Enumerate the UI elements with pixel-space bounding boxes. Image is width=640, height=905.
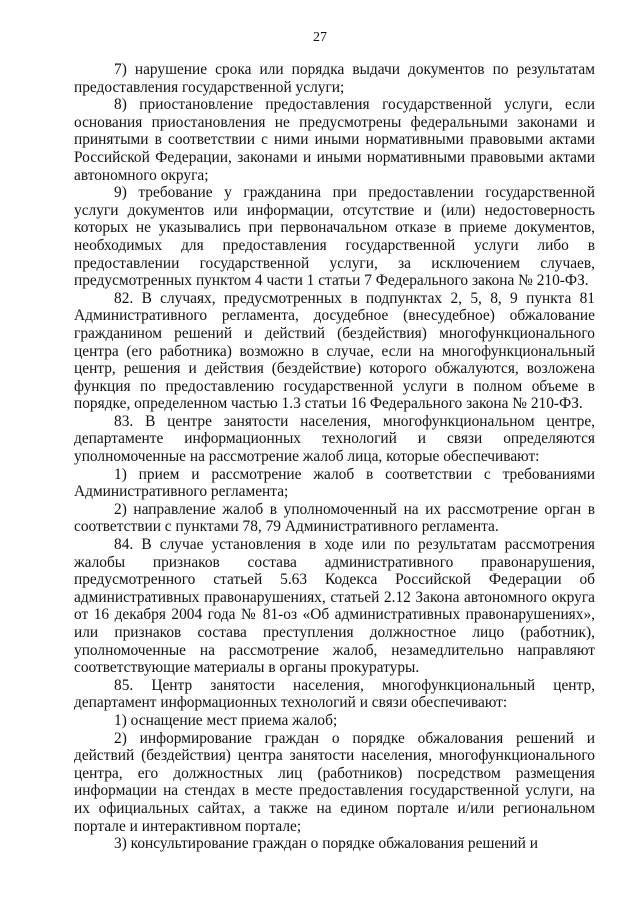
paragraph-85-item-3: 3) консультирование граждан о порядке обжалования решений и (114, 835, 538, 853)
paragraph-clause-82: 82. В случаях, предусмотренных в подпунктах 2, 5, 8, 9 пункта 81 Административного регламента, досудебное (внесудебное) обжалование гражданином решений и действий (бездействия) многофункционального центра (его работника) возможно в случае, если на многофункциональный центр, решения и действия (бездействие) которого обжалуются, возложена функция по предоставлению государственной услуги в полном объеме в порядке, определенном частью 1.3 статьи 16 Федерального закона № 210-ФЗ. (74, 289, 595, 413)
paragraph-clause-84: 84. В случае установления в ходе или по результатам рассмотрения жалобы признаков состава административного правонарушения, предусмотренного статьей 5.63 Кодекса Российской Федерации об административных правонарушениях, статьей 2.12 Закона автономного округа от 16 декабря 2004 года № 81-оз «Об административных правонарушениях», или признаков состава преступления должностное лицо (работник), уполномоченные на рассмотрение жалоб, незамедлительно направляют соответствующие материалы в органы прокуратуры. (74, 536, 595, 677)
page-number: 27 (313, 30, 327, 45)
paragraph-85-item-1: 1) оснащение мест приема жалоб; (114, 711, 338, 729)
document-body (74, 61, 595, 853)
paragraph-85-item-2: 2) информирование граждан о порядке обжалования решений и действий (бездействия) центра занятости населения, многофункционального центра, его должностных лиц (работников) посредством размещения информации на стендах в месте предоставления государственной услуги, на их официальных сайтах, а также на едином портале и/или региональном портале и интерактивном портале; (74, 729, 595, 835)
paragraph-clause-85: 85. Центр занятости населения, многофункциональный центр, департамент информационных технологий и связи обеспечивают: (74, 676, 595, 712)
paragraph-item-9: 9) требование у гражданина при предоставлении государственной услуги документов или информации, отсутствие и (или) недостоверность которых не указывались при первоначальном отказе в приеме документов, необходимых для предоставления государственной услуги либо в предоставлении государственной услуги, за исключением случаев, предусмотренных пунктом 4 части 1 статьи 7 Федерального закона № 210-ФЗ. (74, 184, 595, 290)
paragraph-83-item-1: 1) прием и рассмотрение жалоб в соответствии с требованиями Административного регламента; (74, 465, 595, 501)
paragraph-83-item-2: 2) направление жалоб в уполномоченный на их рассмотрение орган в соответствии с пунктами 78, 79 Административного регламента. (74, 500, 595, 536)
paragraph-clause-83: 83. В центре занятости населения, многофункциональном центре, департаменте информационных технологий и связи определяются уполномоченные на рассмотрение жалоб лица, которые обеспечивают: (74, 412, 595, 466)
paragraph-item-8: 8) приостановление предоставления государственной услуги, если основания приостановления не предусмотрены федеральными законами и принятыми в соответствии с ними иными нормативными правовыми актами Российской Федерации, законами и иными нормативными правовыми актами автономного округа; (74, 96, 595, 184)
paragraph-item-7: 7) нарушение срока или порядка выдачи документов по результатам предоставления государственной услуги; (74, 61, 595, 96)
